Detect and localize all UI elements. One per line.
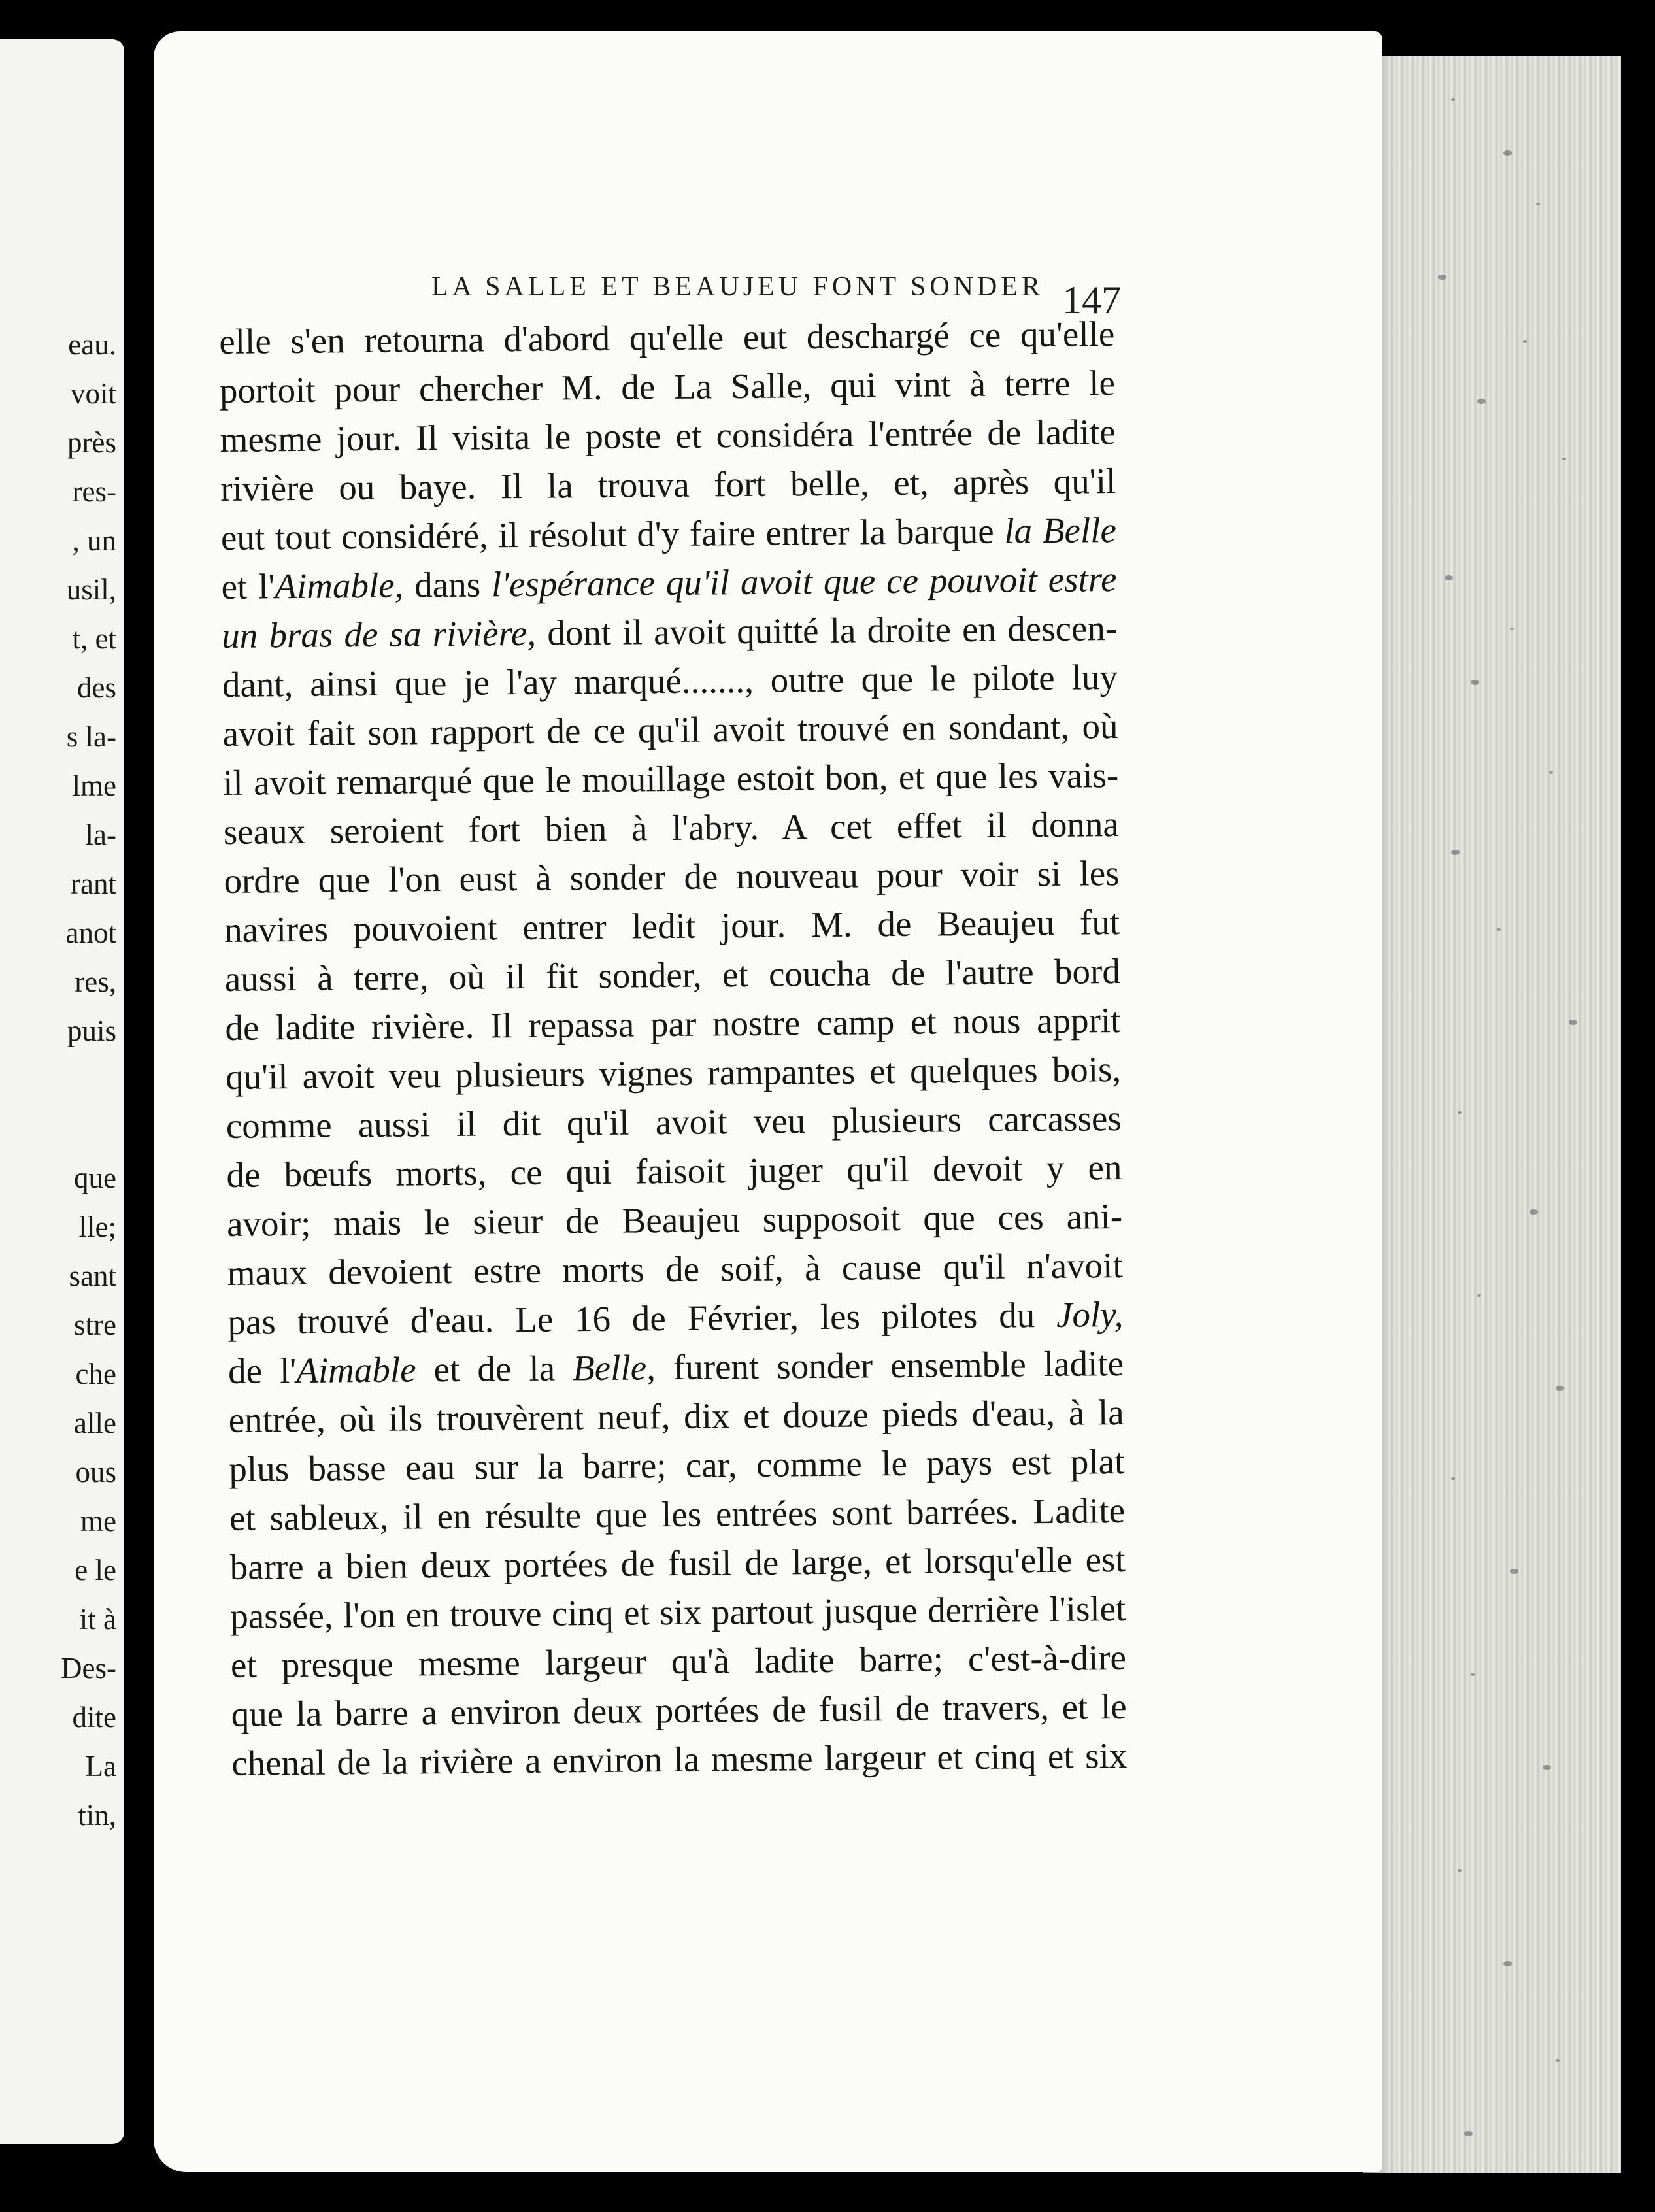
text-line [223,750,1119,807]
left-page-line: , un [72,524,116,557]
text-line [225,996,1121,1052]
left-page-line: che [75,1358,116,1390]
paper-speck [1471,1673,1475,1676]
text-segment: passée, l'on en trouve cinq et six partout jusque derrière l'islet [230,1588,1126,1636]
text-line [227,1241,1123,1298]
paper-speck [1503,1961,1512,1966]
left-page-line: ous [75,1456,116,1488]
italic-text: la Belle [1004,510,1117,551]
italic-text: Belle, [572,1347,656,1388]
left-page-line: dite [72,1701,116,1734]
text-segment: et sableux, il en résulte que les entrées sont barrées. Ladite [229,1490,1126,1538]
text-segment: ordre que l'on eust à sonder de nouveau pour voir si les [224,853,1120,901]
left-page-line: alle [74,1407,116,1439]
left-page-line: tin, [78,1799,116,1832]
left-page-line: voit [70,377,116,410]
paper-speck [1451,98,1455,101]
text-line [231,1731,1128,1788]
text-segment: eut tout considéré, il résolut d'y faire entrer la barque [220,511,1005,558]
paper-speck [1523,340,1527,343]
text-line [229,1486,1126,1543]
text-line [228,1339,1124,1396]
paper-speck [1464,2131,1473,2136]
left-page-line: Des- [61,1652,116,1684]
text-segment: de bœufs morts, ce qui faisoit juger qu'il devoit y en [226,1147,1122,1195]
left-page-line: res, [75,965,116,998]
text-line [224,897,1120,954]
text-line [231,1633,1127,1690]
text-segment: dans [403,564,492,605]
text-line [226,1094,1122,1150]
text-line [220,456,1116,513]
paper-speck [1503,150,1512,156]
left-page-line: la- [85,818,116,851]
text-segment: avoit fait son rapport de ce qu'il avoit trouvé en sondant, où [222,706,1118,754]
text-segment: dont il avoit quitté la droite en descen- [535,608,1118,653]
text-line [221,505,1117,562]
paper-speck [1438,275,1446,280]
text-line [222,603,1118,660]
text-segment: et presque mesme largeur qu'à ladite barre; c'est-à-dire [230,1637,1127,1685]
paper-speck [1569,1020,1577,1025]
text-segment: qu'il avoit veu plusieurs vignes rampantes et quelques bois, [225,1049,1122,1097]
paper-speck [1510,628,1514,630]
left-page-line: stre [74,1309,116,1341]
text-line [222,701,1118,758]
text-segment: pas trouvé d'eau. Le 16 de Février, les pilotes du [227,1294,1057,1342]
left-page-line: puis [67,1014,116,1047]
paper-speck [1549,771,1553,774]
paper-speck [1458,1869,1462,1872]
text-segment: et l' [221,566,275,607]
left-page-text [61,320,116,1840]
paper-speck [1556,1386,1564,1391]
left-page-line: rant [71,867,116,900]
text-line [226,1143,1122,1199]
text-segment: barre a bien deux portées de fusil de large, et lorsqu'elle est [229,1539,1126,1587]
italic-text: Aimable, [275,565,404,607]
text-line [227,1290,1124,1347]
running-title: LA SALLE ET BEAUJEU FONT SONDER [431,272,1044,302]
text-line [227,1192,1123,1248]
paper-speck [1536,203,1540,205]
text-segment: dant, ainsi que je l'ay marqué......., outre que le pilote luy [222,657,1118,705]
paper-speck [1510,1569,1518,1574]
text-line [224,799,1120,856]
paper-speck [1458,1111,1462,1114]
text-segment: portoit pour chercher M. de La Salle, qui vint à terre le [219,363,1116,411]
body-text [219,309,1128,1788]
text-line [230,1584,1126,1641]
page-number: 147 [1062,278,1121,322]
paper-speck [1477,1294,1481,1297]
text-segment: aussi à terre, où il fit sonder, et coucha de l'autre bord [224,951,1121,999]
italic-text: Aimable [295,1349,416,1391]
left-page-line: s la- [66,720,116,753]
text-line [219,309,1115,366]
text-line [228,1388,1124,1445]
italic-text: un bras de sa rivière, [221,612,537,656]
paper-speck [1530,1209,1538,1215]
text-line [224,848,1120,905]
left-page-line: des [77,671,116,704]
text-line [222,652,1118,709]
paper-speck [1451,1477,1455,1480]
paper-speck [1471,680,1479,685]
paper-speck [1445,575,1453,580]
text-segment: avoir; mais le sieur de Beaujeu supposoit que ces ani- [226,1196,1123,1244]
left-page-line: que [74,1162,116,1194]
text-segment: que la barre a environ deux portées de fusil de travers, et le [231,1686,1127,1734]
left-page-line: anot [65,916,116,949]
left-page-line: usil, [66,573,116,606]
left-page-line: e le [75,1554,116,1586]
text-segment: il avoit remarqué que le mouillage estoit bon, et que les vais- [222,755,1119,803]
text-segment: furent sonder ensemble ladite [655,1343,1124,1388]
paper-speck [1562,458,1566,460]
text-segment: navires pouvoient entrer ledit jour. M. de Beaujeu fut [224,902,1120,950]
text-line [226,1045,1122,1101]
page-edges [1363,56,1621,2173]
left-page-line: La [85,1750,116,1783]
left-page-fragment [0,39,124,2144]
text-segment: entrée, où ils trouvèrent neuf, dix et douze pieds d'eau, à la [228,1392,1124,1440]
left-page-line: res- [72,475,116,508]
left-page-line: t, et [72,622,116,655]
left-page-line [61,1056,116,1154]
text-segment: de ladite rivière. Il repassa par nostre camp et nous apprit [225,1000,1121,1048]
text-line [220,407,1116,464]
italic-text: Joly, [1056,1294,1124,1335]
left-page-line: eau. [68,328,116,361]
left-page-line: me [80,1505,116,1537]
text-segment: plus basse eau sur la barre; car, comme le pays est plat [229,1441,1125,1489]
text-segment: maux devoient estre morts de soif, à cause qu'il n'avoit [227,1245,1123,1293]
text-segment: elle s'en retourna d'abord qu'elle eut deschargé ce qu'elle [219,314,1115,361]
text-segment: et de la [416,1348,573,1390]
text-line [221,554,1117,611]
paper-speck [1497,928,1501,931]
paper-speck [1477,399,1486,404]
left-page-line: lme [72,769,116,802]
paper-speck [1556,2059,1560,2062]
paper-speck [1451,850,1460,855]
left-page-line: it à [79,1603,116,1635]
text-line [225,947,1121,1003]
text-segment: rivière ou baye. Il la trouva fort belle, et, après qu'il [220,461,1116,509]
text-line [229,1535,1126,1592]
paper-speck [1543,1765,1551,1770]
left-page-line: lle; [78,1211,116,1243]
text-line [231,1682,1127,1739]
left-page-line: près [67,426,116,459]
text-segment: mesme jour. Il visita le poste et considéra l'entrée de ladite [220,412,1116,460]
text-line [229,1437,1125,1494]
text-segment: chenal de la rivière a environ la mesme largeur et cinq et six [231,1735,1128,1783]
italic-text: l'espérance qu'il avoit que ce pouvoit estre [491,559,1117,605]
left-page-line: sant [69,1260,116,1292]
text-segment: comme aussi il dit qu'il avoit veu plusieurs carcasses [226,1098,1122,1146]
text-segment: seaux seroient fort bien à l'abry. A cet effet il donna [223,804,1120,852]
text-segment: de l' [227,1350,297,1391]
text-line [220,358,1116,415]
